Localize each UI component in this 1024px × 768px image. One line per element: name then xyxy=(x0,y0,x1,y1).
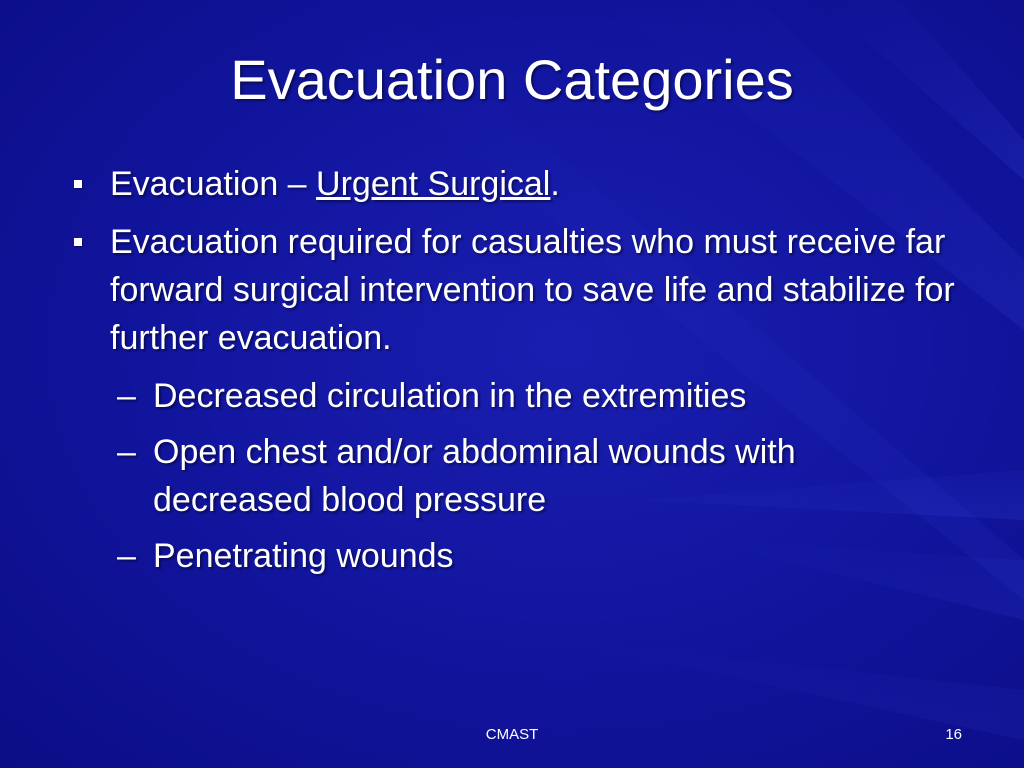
sub-bullet-text: Decreased circulation in the extremities xyxy=(153,377,747,415)
sub-bullet-text: Penetrating wounds xyxy=(153,537,454,575)
slide-title: Evacuation Categories xyxy=(230,48,794,111)
dash-bullet: – xyxy=(117,433,136,471)
sub-bullet-item xyxy=(117,372,953,420)
square-bullet-icon xyxy=(74,238,82,246)
sub-bullet-text: Open chest and/or abdominal wounds with decreased blood pressure xyxy=(153,433,796,519)
ray-shape xyxy=(560,640,1024,740)
slide-number: 16 xyxy=(945,726,962,743)
footer-label: CMAST xyxy=(485,726,539,743)
bullet-text: Evacuation required for casualties who must receive far forward surgical intervention to save life and stabilize for further evacuation. xyxy=(110,223,955,357)
dash-bullet: – xyxy=(117,377,136,415)
sub-bullet-item xyxy=(117,532,953,580)
sub-bullet-item xyxy=(117,428,953,524)
category-name: Urgent Surgical xyxy=(316,165,551,203)
square-bullet-icon xyxy=(74,180,82,188)
bullet-item xyxy=(110,160,970,208)
bullet-suffix: . xyxy=(550,165,560,203)
bullet-item xyxy=(110,218,970,362)
dash-bullet: – xyxy=(117,537,136,575)
bullet-prefix: Evacuation – xyxy=(110,165,317,203)
